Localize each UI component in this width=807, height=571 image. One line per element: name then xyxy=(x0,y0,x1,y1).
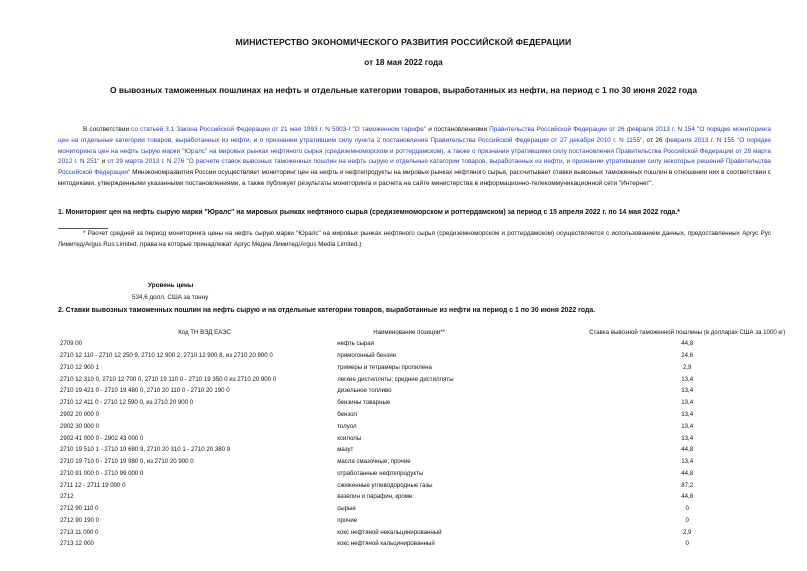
rate-cell: 13,4 xyxy=(681,375,694,383)
table-row xyxy=(58,503,807,515)
name-cell: ксилолы xyxy=(337,434,362,442)
name-cell: дизельное топливо xyxy=(337,387,392,395)
decree-155-link[interactable]: февраля 2013 г. N 155 "О порядке мониторинга цен на нефть сырую марки "Юралс" на мировых рынках нефтяного сырья (средиземноморском и роттердамском), а также о признании утратившими силу постановления Правительства Российской Федерации от 28 марта 2012 г. N 251" xyxy=(58,136,771,166)
price-level-value: 534,6 долл. США за тонну xyxy=(132,294,209,301)
name-cell: бензол xyxy=(337,410,357,418)
decree-276-link[interactable]: от 29 марта 2013 г. N 276 "О расчете ставок вывозных таможенных пошлин на нефть сырую и отдельные категории товаров, выработанных из нефти, и признании утратившими силу некоторых решений Правительства Российской Федерации" xyxy=(58,158,771,177)
table-body xyxy=(58,338,807,550)
code-cell: 2709 00 xyxy=(60,340,83,348)
rate-cell: 0 xyxy=(685,540,689,548)
code-cell: 2710 12 411 0 - 2710 12 590 0, из 2710 20 900 0 xyxy=(60,399,194,407)
rate-cell: 44,8 xyxy=(681,469,694,477)
duty-rates-table xyxy=(58,327,807,550)
rate-cell: 44,8 xyxy=(681,493,694,501)
code-cell: 2710 12 310 0, 2710 12 700 0, 2710 19 110 0 - 2710 19 350 0 из 2710 20 900 0 xyxy=(60,375,277,383)
table-row xyxy=(58,491,807,503)
code-cell: 2710 19 510 1 - 2710 19 680 9, 2710 20 310 1 - 2710 20 380 9 xyxy=(60,446,231,454)
table-row xyxy=(58,385,807,397)
rate-cell: 0 xyxy=(685,516,689,524)
code-cell: 2902 30 000 0 xyxy=(60,422,99,430)
rate-cell: 44,8 xyxy=(681,446,694,454)
document-date: от 18 мая 2022 года xyxy=(364,58,443,67)
code-cell: 2902 20 000 0 xyxy=(60,410,99,418)
intro-text: , от 26 xyxy=(642,136,665,144)
name-cell: отработанные нефтепродукты xyxy=(337,469,424,477)
code-cell: 2711 12 - 2711 19 000 0 xyxy=(60,481,126,489)
rate-cell: 24,6 xyxy=(681,352,694,360)
document-title: О вывозных таможенных пошлинах на нефть и отдельные категории товаров, выработанных из нефти, на период с 1 по 30 июня 2022 года xyxy=(109,85,697,95)
rate-cell: 13,4 xyxy=(681,434,694,442)
table-row xyxy=(58,479,807,491)
code-cell: 2712 90 110 0 xyxy=(60,505,99,513)
table-row xyxy=(58,526,807,538)
code-cell: 2712 90 190 0 xyxy=(60,516,99,524)
table-row xyxy=(58,514,807,526)
code-cell: 2902 41 000 0 - 2902 43 000 0 xyxy=(60,434,144,442)
table-row xyxy=(58,350,807,362)
name-cell: сырые xyxy=(337,505,356,513)
rate-cell: 13,4 xyxy=(681,422,694,430)
name-cell: легкие дистилляты; средние дистилляты xyxy=(337,375,454,383)
rate-cell: 13,4 xyxy=(681,399,694,407)
name-cell: кокс нефтяной некальцинированный xyxy=(337,528,442,536)
intro-text: и xyxy=(99,158,108,166)
rate-cell: 2,9 xyxy=(682,363,692,371)
name-cell: мазут xyxy=(337,446,354,454)
code-cell: 2710 19 710 0 - 2710 19 980 0, из 2710 20 900 0 xyxy=(60,458,194,466)
table-header-row xyxy=(58,327,807,338)
name-cell: вазелин и парафин, кроме: xyxy=(337,493,415,501)
name-cell: прямогонный бензин xyxy=(337,352,397,360)
table-row xyxy=(58,444,807,456)
table-row xyxy=(58,373,807,385)
code-cell: 2713 12 000 xyxy=(60,540,94,548)
name-cell: кокс нефтяной кальцинированный xyxy=(337,540,435,548)
rate-cell: 13,4 xyxy=(681,458,694,466)
rate-cell: 13,4 xyxy=(681,387,694,395)
rate-cell: 2,9 xyxy=(682,528,692,536)
decree-154-link[interactable]: Правительства Российской Федерации от 26 февраля 2013 г. N 154 "О порядке мониторинга цен на отдельные категории товаров, выработанных из нефти, и о признании утратившим силу пункта 2 постановления Правительства Российской Федерации от 27 декабря 2010 г. N 1155" xyxy=(58,126,772,144)
name-cell: нефть сырая xyxy=(337,340,375,348)
ministry-heading: МИНИСТЕРСТВО ЭКОНОМИЧЕСКОГО РАЗВИТИЯ РОССИЙСКОЙ ФЕДЕРАЦИИ xyxy=(235,37,572,47)
rate-cell: 87,2 xyxy=(681,481,694,489)
table-row xyxy=(58,432,807,444)
column-header-code: Код ТН ВЭД ЕАЭС xyxy=(178,329,231,336)
code-cell: 2712 xyxy=(60,493,74,501)
law-link[interactable]: со статьей 3.1 Закона Российской Федерации от 21 мая 1993 г. N 5003-I "О таможенном тарифе" xyxy=(131,126,427,133)
rate-cell: 44,8 xyxy=(681,340,694,348)
name-cell: сжиженные углеводородные газы xyxy=(337,481,433,489)
name-cell: прочие xyxy=(337,516,358,524)
table-row xyxy=(58,467,807,479)
section-1-heading: 1. Мониторинг цен на нефть сырую марки "Юралс" на мировых рынках нефтяного сырья (средиземноморском и роттердамском) за период с 15 апреля 2022 г. по 14 мая 2022 года.* xyxy=(58,209,680,216)
code-cell: 2710 12 110 - 2710 12 250 9, 2710 12 900 2, 2710 12 900 8, из 2710 20 900 0 xyxy=(60,352,273,360)
column-header-name: Наименование позиции** xyxy=(373,329,445,336)
name-cell: бензины товарные xyxy=(337,399,391,407)
table-row xyxy=(58,538,807,550)
code-cell: 2710 19 421 0 - 2710 19 480 0, 2710 20 110 0 - 2710 20 190 0 xyxy=(60,387,230,395)
code-cell: 2710 12 900 1 xyxy=(60,363,99,371)
code-cell: 2710 91 000 0 - 2710 99 000 0 xyxy=(60,469,144,477)
name-cell: толуол xyxy=(337,422,357,430)
footnote: * Расчет средней за период мониторинга цены на нефть сырую марки "Юралс" на мировых рынках нефтяного сырья (средиземноморском и роттердамском) осуществляется с использованием данных, предоставленных Аргус Рус Лимитед/Argus Rus Limited, права на которые принадлежат Аргус Медиа Лимитед/Argus Media Limited.) xyxy=(58,230,771,248)
table-row xyxy=(58,420,807,432)
rate-cell: 13,4 xyxy=(681,410,694,418)
table-row xyxy=(58,397,807,409)
rate-cell: 0 xyxy=(685,505,689,513)
intro-text: Минэкономразвития России осуществляет мониторинг цен на нефть и нефтепродукты на мировых рынках нефтяного сырья, рассчитывает ставки вывозных таможенных пошлин в отношении них в соответствии с методиками, утвержденными указанными постановлениями, а также публикует результаты мониторинга и расчета на сайте министерства в информационно-телекоммуникационной сети "Интернет". xyxy=(58,169,771,187)
table-row xyxy=(58,338,807,350)
name-cell: масла смазочные; прочие xyxy=(337,458,411,466)
intro-text: и постановлениями xyxy=(426,126,490,133)
price-level-label: Уровень цены xyxy=(148,282,194,289)
column-header-rate: Ставка вывозной таможенной пошлины (в долларах США за 1000 кг) xyxy=(589,329,786,336)
intro-paragraph xyxy=(58,125,771,190)
code-cell: 2713 11 000 0 xyxy=(60,528,99,536)
name-cell: тримеры и тетрамеры пропилена xyxy=(337,363,432,371)
section-2-heading: 2. Ставки вывозных таможенных пошлин на нефть сырую и на отдельные категории товаров, выработанные из нефти на период с 1 по 30 июня 2022 года. xyxy=(58,307,596,314)
table-row xyxy=(58,409,807,421)
intro-text: В соответствии xyxy=(83,126,132,133)
table-row xyxy=(58,362,807,374)
table-row xyxy=(58,456,807,468)
